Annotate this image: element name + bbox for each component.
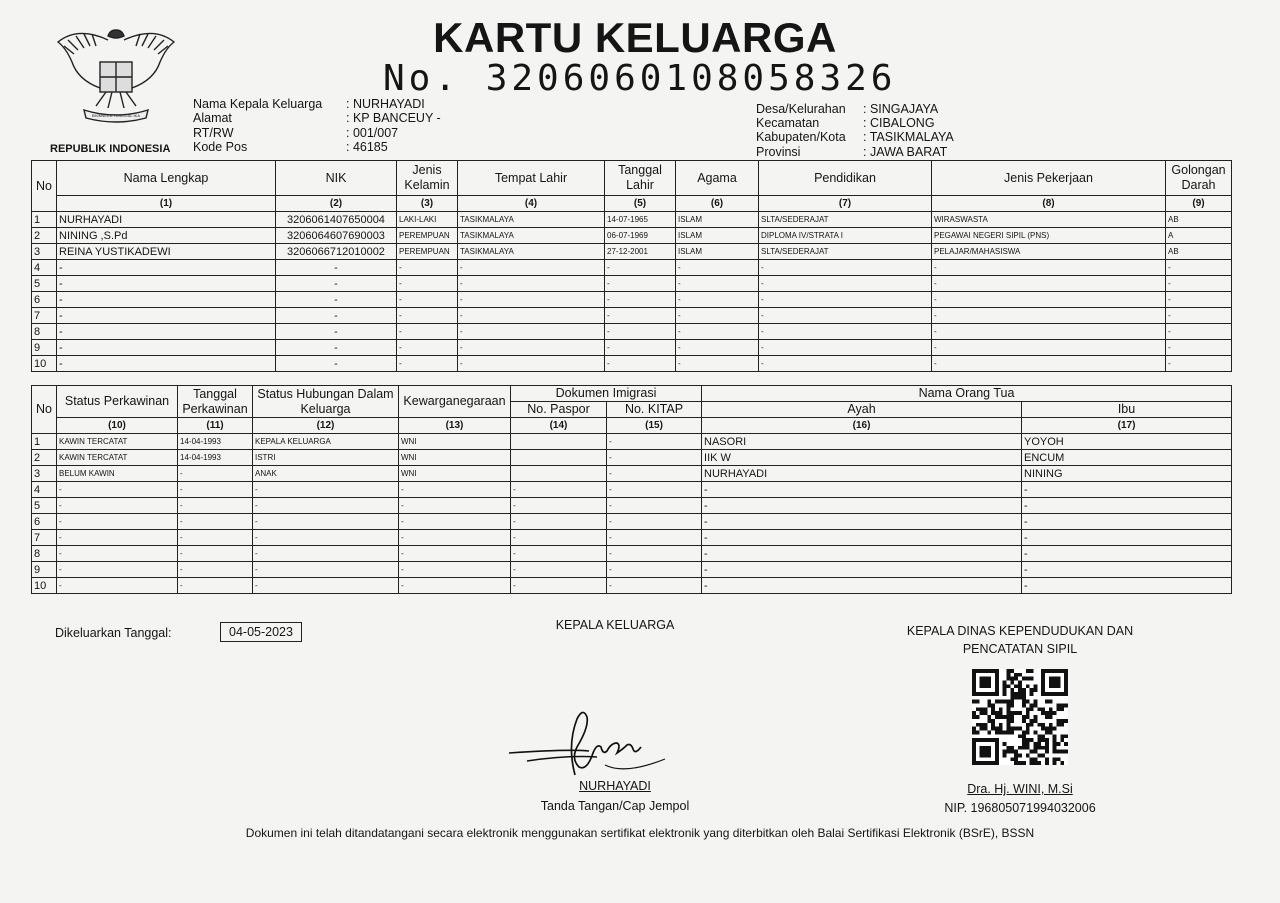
cell-agama: - [676, 324, 759, 340]
cell-pekerjaan: - [932, 260, 1166, 276]
cell-row-no: 3 [32, 466, 57, 482]
col-header-tempat-lahir: Tempat Lahir [458, 161, 605, 196]
cell-pekerjaan: - [932, 292, 1166, 308]
cell-nik: - [276, 340, 397, 356]
cell-row-no: 7 [32, 530, 57, 546]
cell-ibu: - [1022, 546, 1232, 562]
cell-nama: - [57, 276, 276, 292]
table-row [32, 356, 1232, 372]
cell-tgl-kawin: - [178, 482, 253, 498]
info-label: Kabupaten/Kota [756, 130, 846, 144]
cell-ibu: - [1022, 514, 1232, 530]
col-number: (10) [57, 418, 178, 434]
col-number: (16) [702, 418, 1022, 434]
col-header-ayah: Ayah [702, 402, 1022, 418]
cell-kewarganegaraan: - [399, 498, 511, 514]
cell-tempat-lahir: - [458, 356, 605, 372]
head-of-family-name: NURHAYADI [579, 779, 651, 793]
cell-nama: NURHAYADI [57, 212, 276, 228]
cell-hubungan: ISTRI [253, 450, 399, 466]
cell-kitap: - [607, 562, 702, 578]
cell-paspor [511, 434, 607, 450]
info-value: : 46185 [346, 140, 388, 154]
cell-tanggal-lahir: - [605, 356, 676, 372]
cell-paspor: - [511, 530, 607, 546]
cell-golongan-darah: - [1166, 356, 1232, 372]
table-row [32, 324, 1232, 340]
cell-row-no: 6 [32, 514, 57, 530]
cell-row-no: 9 [32, 562, 57, 578]
col-number: (12) [253, 418, 399, 434]
table-row [32, 578, 1232, 594]
info-label: Desa/Kelurahan [756, 102, 846, 116]
electronic-signature-notice: Dokumen ini telah ditandatangani secara elektronik menggunakan sertifikat elektronik yang diterbitkan oleh Balai Sertifikasi Elektronik (BSrE), BSSN [245, 826, 1035, 840]
cell-tgl-kawin: - [178, 498, 253, 514]
cell-agama: - [676, 276, 759, 292]
cell-pendidikan: - [759, 324, 932, 340]
cell-kewarganegaraan: - [399, 514, 511, 530]
cell-golongan-darah: - [1166, 276, 1232, 292]
col-header-status-kawin: Status Perkawinan [57, 386, 178, 418]
col-number: (1) [57, 196, 276, 212]
cell-ayah: - [702, 530, 1022, 546]
cell-nama: - [57, 292, 276, 308]
col-number: (3) [397, 196, 458, 212]
cell-tanggal-lahir: 27-12-2001 [605, 244, 676, 260]
cell-ibu: - [1022, 578, 1232, 594]
cell-hubungan: - [253, 498, 399, 514]
col-header-nama: Nama Lengkap [57, 161, 276, 196]
cell-pekerjaan: WIRASWASTA [932, 212, 1166, 228]
cell-ibu: - [1022, 482, 1232, 498]
table-row [32, 212, 1232, 228]
cell-tgl-kawin: 14-04-1993 [178, 450, 253, 466]
info-label: Alamat [193, 111, 232, 125]
col-number: (13) [399, 418, 511, 434]
cell-kitap: - [607, 578, 702, 594]
cell-tanggal-lahir: - [605, 292, 676, 308]
cell-jenis-kelamin: PEREMPUAN [397, 228, 458, 244]
cell-ibu: - [1022, 498, 1232, 514]
cell-golongan-darah: AB [1166, 212, 1232, 228]
cell-row-no: 7 [32, 308, 57, 324]
cell-pekerjaan: - [932, 356, 1166, 372]
cell-paspor: - [511, 498, 607, 514]
cell-pendidikan: - [759, 356, 932, 372]
cell-tempat-lahir: TASIKMALAYA [458, 244, 605, 260]
cell-agama: ISLAM [676, 244, 759, 260]
col-number: (2) [276, 196, 397, 212]
cell-paspor [511, 450, 607, 466]
info-value: : JAWA BARAT [863, 145, 948, 159]
head-of-family-label: KEPALA KELUARGA [555, 618, 675, 632]
cell-row-no: 5 [32, 276, 57, 292]
cell-hubungan: - [253, 578, 399, 594]
cell-status-kawin: - [57, 578, 178, 594]
cell-tanggal-lahir: - [605, 308, 676, 324]
cell-nik: - [276, 276, 397, 292]
col-number: (4) [458, 196, 605, 212]
cell-pendidikan: SLTA/SEDERAJAT [759, 212, 932, 228]
country-label: REPUBLIK INDONESIA [50, 143, 171, 155]
cell-tgl-kawin: 14-04-1993 [178, 434, 253, 450]
cell-ayah: IIK W [702, 450, 1022, 466]
cell-agama: - [676, 340, 759, 356]
col-number: (17) [1022, 418, 1232, 434]
signature-label: Tanda Tangan/Cap Jempol [540, 799, 690, 813]
cell-pendidikan: - [759, 308, 932, 324]
col-number: (7) [759, 196, 932, 212]
col-header-pendidikan: Pendidikan [759, 161, 932, 196]
info-value: : SINGAJAYA [863, 102, 939, 116]
cell-tempat-lahir: TASIKMALAYA [458, 212, 605, 228]
cell-ayah: - [702, 546, 1022, 562]
col-number: (14) [511, 418, 607, 434]
col-header-no: No [32, 161, 57, 212]
cell-kewarganegaraan: - [399, 482, 511, 498]
cell-jenis-kelamin: PEREMPUAN [397, 244, 458, 260]
cell-row-no: 2 [32, 450, 57, 466]
cell-tanggal-lahir: - [605, 276, 676, 292]
cell-status-kawin: - [57, 546, 178, 562]
cell-row-no: 4 [32, 260, 57, 276]
cell-jenis-kelamin: - [397, 276, 458, 292]
cell-paspor: - [511, 562, 607, 578]
cell-pendidikan: - [759, 340, 932, 356]
table-row [32, 292, 1232, 308]
qr-code-icon [972, 669, 1068, 765]
cell-ayah: - [702, 562, 1022, 578]
table-row [32, 498, 1232, 514]
cell-kewarganegaraan: - [399, 562, 511, 578]
cell-pekerjaan: PELAJAR/MAHASISWA [932, 244, 1166, 260]
cell-tempat-lahir: TASIKMALAYA [458, 228, 605, 244]
col-number: (8) [932, 196, 1166, 212]
cell-nik: - [276, 292, 397, 308]
cell-status-kawin: KAWIN TERCATAT [57, 450, 178, 466]
cell-nama: - [57, 324, 276, 340]
cell-row-no: 4 [32, 482, 57, 498]
cell-kitap: - [607, 514, 702, 530]
cell-tgl-kawin: - [178, 514, 253, 530]
cell-golongan-darah: - [1166, 260, 1232, 276]
col-header-hubungan: Status Hubungan Dalam Keluarga [253, 386, 399, 418]
table-row [32, 244, 1232, 260]
table-row [32, 450, 1232, 466]
cell-ayah: - [702, 482, 1022, 498]
table-row [32, 260, 1232, 276]
info-value: : CIBALONG [863, 116, 935, 130]
col-header-pekerjaan: Jenis Pekerjaan [932, 161, 1166, 196]
col-number: (6) [676, 196, 759, 212]
signature-icon [505, 705, 675, 785]
cell-row-no: 8 [32, 546, 57, 562]
cell-jenis-kelamin: - [397, 340, 458, 356]
cell-hubungan: KEPALA KELUARGA [253, 434, 399, 450]
cell-ibu: - [1022, 562, 1232, 578]
cell-hubungan: - [253, 482, 399, 498]
issued-date-label: Dikeluarkan Tanggal: [55, 626, 172, 640]
cell-kewarganegaraan: - [399, 530, 511, 546]
family-status-table [31, 385, 1232, 594]
cell-tempat-lahir: - [458, 308, 605, 324]
official-title-line-2: PENCATATAN SIPIL [962, 642, 1078, 656]
cell-tgl-kawin: - [178, 562, 253, 578]
cell-agama: - [676, 356, 759, 372]
cell-pendidikan: - [759, 260, 932, 276]
info-label: RT/RW [193, 126, 234, 140]
cell-pekerjaan: - [932, 276, 1166, 292]
col-header-tgl-kawin: Tanggal Perkawinan [178, 386, 253, 418]
cell-golongan-darah: AB [1166, 244, 1232, 260]
cell-nik: - [276, 260, 397, 276]
cell-nama: - [57, 356, 276, 372]
cell-paspor: - [511, 546, 607, 562]
cell-status-kawin: KAWIN TERCATAT [57, 434, 178, 450]
col-number: (9) [1166, 196, 1232, 212]
cell-golongan-darah: - [1166, 324, 1232, 340]
official-title [880, 622, 1160, 658]
cell-hubungan: - [253, 530, 399, 546]
info-label: Nama Kepala Keluarga [193, 97, 323, 111]
cell-ibu: YOYOH [1022, 434, 1232, 450]
cell-tanggal-lahir: - [605, 260, 676, 276]
cell-pekerjaan: - [932, 308, 1166, 324]
cell-kitap: - [607, 530, 702, 546]
cell-row-no: 1 [32, 434, 57, 450]
cell-kitap: - [607, 434, 702, 450]
cell-kitap: - [607, 466, 702, 482]
cell-status-kawin: - [57, 498, 178, 514]
cell-tanggal-lahir: - [605, 340, 676, 356]
info-value: : KP BANCEUY - [346, 111, 441, 125]
cell-hubungan: - [253, 514, 399, 530]
cell-nik: 3206061407650004 [276, 212, 397, 228]
cell-paspor: - [511, 482, 607, 498]
col-header-paspor: No. Paspor [511, 402, 607, 418]
info-label: Kecamatan [756, 116, 820, 130]
cell-status-kawin: - [57, 562, 178, 578]
cell-tempat-lahir: - [458, 276, 605, 292]
cell-jenis-kelamin: - [397, 356, 458, 372]
cell-nama: NINING ,S.Pd [57, 228, 276, 244]
cell-kewarganegaraan: - [399, 578, 511, 594]
table-row [32, 530, 1232, 546]
cell-row-no: 10 [32, 578, 57, 594]
cell-tempat-lahir: - [458, 260, 605, 276]
cell-jenis-kelamin: - [397, 292, 458, 308]
official-name: Dra. Hj. WINI, M.Si [967, 782, 1073, 796]
cell-kitap: - [607, 450, 702, 466]
info-value: : 001/007 [346, 126, 399, 140]
cell-status-kawin: - [57, 482, 178, 498]
cell-golongan-darah: - [1166, 340, 1232, 356]
cell-nik: - [276, 324, 397, 340]
table-row [32, 562, 1232, 578]
table-row [32, 514, 1232, 530]
col-header-orang-tua: Nama Orang Tua [702, 386, 1232, 402]
official-nip: NIP. 196805071994032006 [944, 801, 1096, 815]
cell-nik: 3206066712010002 [276, 244, 397, 260]
cell-tempat-lahir: - [458, 340, 605, 356]
cell-row-no: 5 [32, 498, 57, 514]
info-value: : NURHAYADI [346, 97, 425, 111]
table-row [32, 434, 1232, 450]
family-members-table [31, 160, 1232, 372]
kk-number: No. 3206060108058326 [383, 58, 897, 99]
table-row [32, 276, 1232, 292]
cell-tgl-kawin: - [178, 530, 253, 546]
info-label: Provinsi [756, 145, 801, 159]
cell-ayah: - [702, 514, 1022, 530]
cell-pekerjaan: - [932, 324, 1166, 340]
cell-tanggal-lahir: 06-07-1969 [605, 228, 676, 244]
col-header-ibu: Ibu [1022, 402, 1232, 418]
table-row [32, 228, 1232, 244]
cell-status-kawin: BELUM KAWIN [57, 466, 178, 482]
cell-ibu: NINING [1022, 466, 1232, 482]
col-header-tanggal-lahir: Tanggal Lahir [605, 161, 676, 196]
cell-row-no: 6 [32, 292, 57, 308]
cell-tgl-kawin: - [178, 466, 253, 482]
col-header-kewarganegaraan: Kewarganegaraan [399, 386, 511, 418]
col-header-goldar: Golongan Darah [1166, 161, 1232, 196]
cell-nama: REINA YUSTIKADEWI [57, 244, 276, 260]
cell-tanggal-lahir: - [605, 324, 676, 340]
table-row [32, 482, 1232, 498]
col-number: (11) [178, 418, 253, 434]
col-header-agama: Agama [676, 161, 759, 196]
svg-text:BHINNEKA TUNGGAL IKA: BHINNEKA TUNGGAL IKA [91, 113, 141, 118]
cell-nama: - [57, 260, 276, 276]
cell-kewarganegaraan: WNI [399, 466, 511, 482]
cell-row-no: 3 [32, 244, 57, 260]
cell-status-kawin: - [57, 514, 178, 530]
official-title-line-1: KEPALA DINAS KEPENDUDUKAN DAN [906, 624, 1134, 638]
table-row [32, 308, 1232, 324]
cell-row-no: 2 [32, 228, 57, 244]
cell-tanggal-lahir: 14-07-1965 [605, 212, 676, 228]
cell-ibu: ENCUM [1022, 450, 1232, 466]
col-header-no: No [32, 386, 57, 434]
cell-nama: - [57, 340, 276, 356]
cell-jenis-kelamin: LAKI-LAKI [397, 212, 458, 228]
cell-nik: 3206064607690003 [276, 228, 397, 244]
cell-jenis-kelamin: - [397, 324, 458, 340]
cell-agama: ISLAM [676, 228, 759, 244]
cell-kewarganegaraan: - [399, 546, 511, 562]
cell-kitap: - [607, 546, 702, 562]
cell-row-no: 8 [32, 324, 57, 340]
cell-pendidikan: SLTA/SEDERAJAT [759, 244, 932, 260]
garuda-emblem-icon [50, 22, 182, 134]
cell-jenis-kelamin: - [397, 260, 458, 276]
cell-golongan-darah: A [1166, 228, 1232, 244]
cell-paspor: - [511, 514, 607, 530]
cell-nik: - [276, 308, 397, 324]
cell-status-kawin: - [57, 530, 178, 546]
cell-ayah: NASORI [702, 434, 1022, 450]
cell-kewarganegaraan: WNI [399, 434, 511, 450]
cell-pendidikan: DIPLOMA IV/STRATA I [759, 228, 932, 244]
cell-agama: - [676, 292, 759, 308]
cell-golongan-darah: - [1166, 308, 1232, 324]
cell-jenis-kelamin: - [397, 308, 458, 324]
cell-agama: - [676, 308, 759, 324]
cell-nik: - [276, 356, 397, 372]
cell-golongan-darah: - [1166, 292, 1232, 308]
cell-row-no: 1 [32, 212, 57, 228]
table-row [32, 546, 1232, 562]
info-value: : TASIKMALAYA [863, 130, 954, 144]
col-number: (5) [605, 196, 676, 212]
table-row [32, 466, 1232, 482]
info-label: Kode Pos [193, 140, 248, 154]
cell-pendidikan: - [759, 276, 932, 292]
cell-ayah: - [702, 578, 1022, 594]
cell-agama: ISLAM [676, 212, 759, 228]
cell-tgl-kawin: - [178, 546, 253, 562]
cell-row-no: 10 [32, 356, 57, 372]
cell-ibu: - [1022, 530, 1232, 546]
cell-hubungan: - [253, 546, 399, 562]
cell-row-no: 9 [32, 340, 57, 356]
cell-nama: - [57, 308, 276, 324]
cell-kewarganegaraan: WNI [399, 450, 511, 466]
col-header-dokumen-imigrasi: Dokumen Imigrasi [511, 386, 702, 402]
table-row [32, 340, 1232, 356]
cell-ayah: - [702, 498, 1022, 514]
cell-pekerjaan: PEGAWAI NEGERI SIPIL (PNS) [932, 228, 1166, 244]
cell-paspor [511, 466, 607, 482]
cell-tempat-lahir: - [458, 292, 605, 308]
col-header-nik: NIK [276, 161, 397, 196]
cell-pendidikan: - [759, 292, 932, 308]
col-header-jk: Jenis Kelamin [397, 161, 458, 196]
cell-pekerjaan: - [932, 340, 1166, 356]
cell-tgl-kawin: - [178, 578, 253, 594]
col-header-kitap: No. KITAP [607, 402, 702, 418]
issued-date-value: 04-05-2023 [220, 622, 302, 642]
cell-kitap: - [607, 498, 702, 514]
cell-ayah: NURHAYADI [702, 466, 1022, 482]
cell-tempat-lahir: - [458, 324, 605, 340]
cell-kitap: - [607, 482, 702, 498]
col-number: (15) [607, 418, 702, 434]
cell-paspor: - [511, 578, 607, 594]
cell-hubungan: - [253, 562, 399, 578]
cell-hubungan: ANAK [253, 466, 399, 482]
document-title: KARTU KELUARGA [433, 14, 837, 61]
cell-agama: - [676, 260, 759, 276]
